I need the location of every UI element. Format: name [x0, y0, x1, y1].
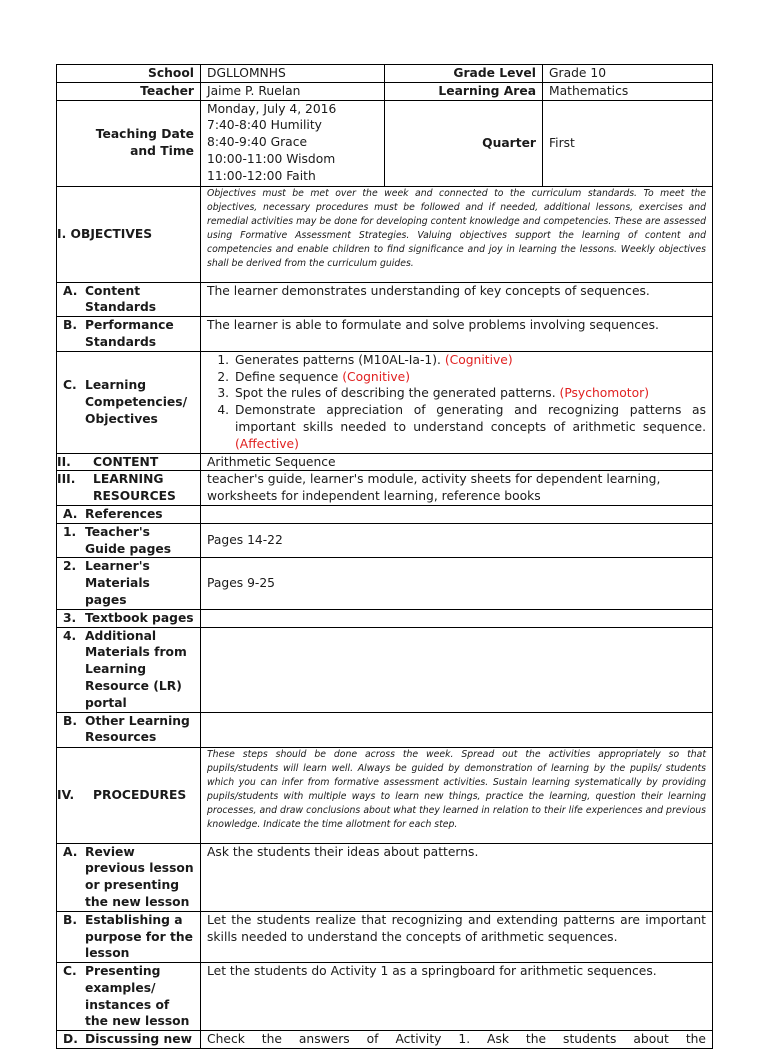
other-resources-value	[201, 712, 713, 747]
quarter-label: Quarter	[385, 100, 543, 186]
competencies-list	[201, 351, 713, 453]
schedule-line: Monday, July 4, 2016	[207, 101, 337, 116]
procedures-note: These steps should be done across the week. Spread out the activities appropriately so that pupils/students will learn well. Always be guided by demonstration of learning by the pupils/ students which you can infer from formative assessment activities. Sustain learning systematically by providing pupils/students with multiple ways to learn new things, practice the learning, question their learning processes, and draw conclusions about what they learned in relation to their life experiences and previous knowledge. Indicate the time allotment for each step.	[201, 747, 713, 843]
references-label: A. References	[57, 505, 201, 523]
procedure-d-label: D. Discussing new	[57, 1031, 201, 1049]
competency-item: 2. Define sequence (Cognitive)	[233, 369, 706, 386]
procedure-a-value: Ask the students their ideas about patterns.	[201, 843, 713, 911]
competency-item: 1. Generates patterns (M10AL-Ia-1). (Cognitive)	[233, 352, 706, 369]
procedure-c-value: Let the students do Activity 1 as a springboard for arithmetic sequences.	[201, 963, 713, 1031]
teaching-schedule	[201, 100, 385, 186]
competencies-label: C. Learning Competencies/ Objectives	[57, 351, 201, 453]
teacher-label: Teacher	[57, 82, 201, 100]
teachers-guide-label: 1. Teacher's Guide pages	[57, 523, 201, 558]
content-standards-label: A. Content Standards	[57, 282, 201, 317]
learning-area-value: Mathematics	[543, 82, 713, 100]
textbook-pages-label: 3. Textbook pages	[57, 609, 201, 627]
learners-materials-value: Pages 9-25	[201, 558, 713, 609]
additional-materials-label: 4. Additional Materials from Learning Resource (LR) portal	[57, 627, 201, 712]
procedure-b-value: Let the students realize that recognizing and extending patterns are important skills needed to understand the concepts of arithmetic sequences.	[201, 911, 713, 962]
objectives-heading: I. OBJECTIVES	[57, 186, 201, 282]
learners-materials-label: 2. Learner's Materials pages	[57, 558, 201, 609]
procedure-d-value: Check the answers of Activity 1. Ask the students about the	[201, 1031, 713, 1049]
teachers-guide-value: Pages 14-22	[201, 523, 713, 558]
schedule-line: 11:00-12:00 Faith	[207, 168, 316, 183]
competency-item: 3. Spot the rules of describing the generated patterns. (Psychomotor)	[233, 385, 706, 402]
content-standards-value: The learner demonstrates understanding of key concepts of sequences.	[201, 282, 713, 317]
procedure-b-label: B. Establishing a purpose for the lesson	[57, 911, 201, 962]
competency-item: 4. Demonstrate appreciation of generating and recognizing patterns as important skills needed to understand concepts of arithmetic sequence. (Affective)	[233, 402, 706, 452]
school-value: DGLLOMNHS	[201, 65, 385, 83]
schedule-line: 7:40-8:40 Humility	[207, 118, 322, 133]
references-value	[201, 505, 713, 523]
content-value: Arithmetic Sequence	[201, 453, 713, 471]
other-resources-label: B. Other Learning Resources	[57, 712, 201, 747]
procedure-a-label: A. Review previous lesson or presenting the new lesson	[57, 843, 201, 911]
grade-level-value: Grade 10	[543, 65, 713, 83]
objectives-note: Objectives must be met over the week and connected to the curriculum standards. To meet the objectives, necessary procedures must be followed and if needed, additional lessons, exercises and remedial activities may be done for developing content knowledge and competencies. These are assessed using Formative Assessment Strategies. Valuing objectives support the learning of content and competencies and enable children to find significance and joy in learning the lessons. Weekly objectives shall be derived from the curriculum guides.	[201, 186, 713, 282]
learning-resources-label: III. LEARNING RESOURCES	[57, 471, 201, 506]
performance-standards-label: B. Performance Standards	[57, 317, 201, 352]
schedule-line: 10:00-11:00 Wisdom	[207, 151, 336, 166]
textbook-pages-value	[201, 609, 713, 627]
grade-level-label: Grade Level	[385, 65, 543, 83]
daily-lesson-log-table	[56, 64, 713, 1049]
learning-area-label: Learning Area	[385, 82, 543, 100]
procedure-c-label: C. Presenting examples/ instances of the new lesson	[57, 963, 201, 1031]
procedures-heading: IV. PROCEDURES	[57, 747, 201, 843]
schedule-line: 8:40-9:40 Grace	[207, 135, 308, 150]
additional-materials-value	[201, 627, 713, 712]
school-label: School	[57, 65, 201, 83]
quarter-value: First	[543, 100, 713, 186]
performance-standards-value: The learner is able to formulate and solve problems involving sequences.	[201, 317, 713, 352]
content-label: II. CONTENT	[57, 453, 201, 471]
teaching-date-label: Teaching Date and Time	[57, 100, 201, 186]
learning-resources-value: teacher's guide, learner's module, activity sheets for dependent learning, worksheets for independent learning, reference books	[201, 471, 713, 506]
teacher-value: Jaime P. Ruelan	[201, 82, 385, 100]
